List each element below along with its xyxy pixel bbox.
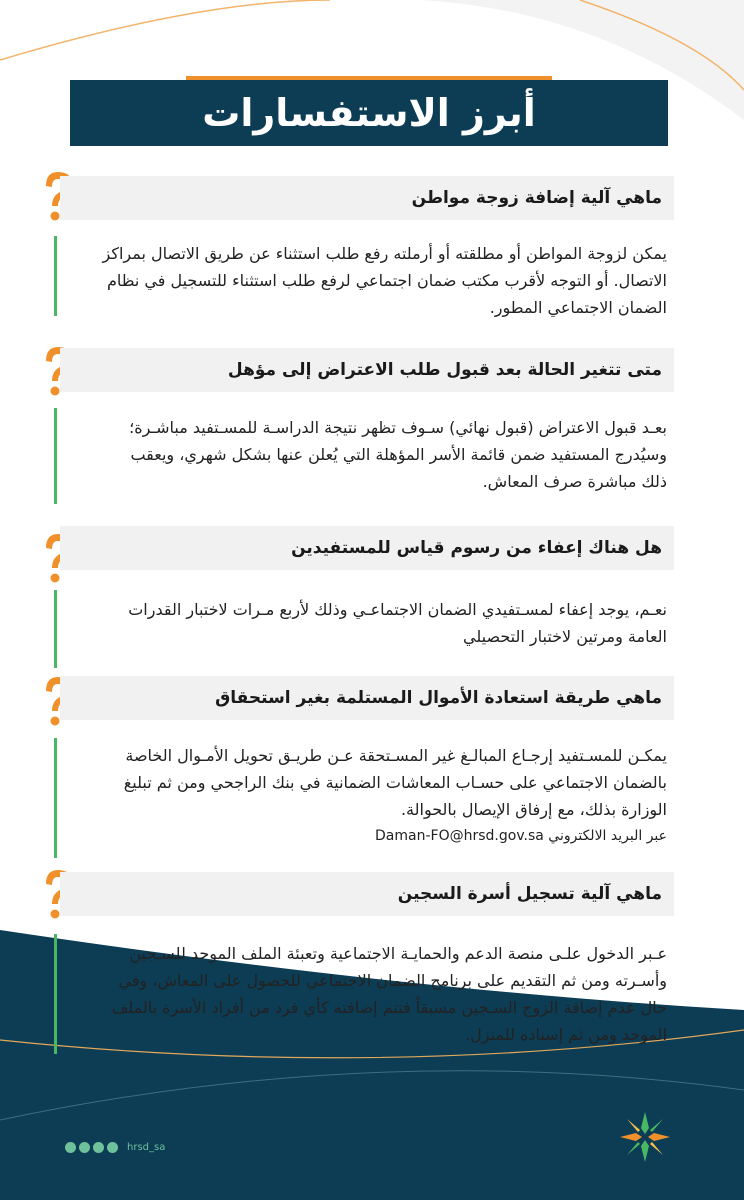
social-handle: hrsd_sa bbox=[127, 1142, 166, 1153]
faq-question-4 bbox=[60, 676, 674, 720]
faq-question-5 bbox=[60, 872, 674, 916]
email-prefix: عبر البريد الالكتروني bbox=[548, 828, 667, 844]
answer-line: ذلك مباشرة صرف المعاش. bbox=[482, 472, 667, 491]
answer-line: يمكن لزوجة المواطن أو مطلقته أو أرملته رفع طلب استثناء عن طريق الاتصال بمراكز bbox=[102, 244, 667, 263]
facebook-icon[interactable] bbox=[93, 1142, 104, 1153]
answer-line: الوزارة بذلك، مع إرفاق الإيصال بالحوالة. bbox=[400, 800, 667, 819]
answer-line: الضمان الاجتماعي المطور. bbox=[489, 298, 667, 317]
faq-answer-1 bbox=[55, 240, 667, 330]
email-line bbox=[69, 823, 667, 850]
title-banner bbox=[70, 80, 668, 146]
faq-question-3 bbox=[60, 526, 674, 570]
answer-line: بعـد قبول الاعتراض (قبول نهائي) سـوف تظهر نتيجة الدراسـة للمسـتفيد مباشـرة؛ bbox=[129, 418, 667, 437]
faq-question-text: ماهي آلية تسجيل أسرة السجين bbox=[397, 884, 662, 904]
faq-question-text: متى تتغير الحالة بعد قبول طلب الاعتراض إلى مؤهل bbox=[227, 360, 662, 380]
answer-line: وأسـرته ومن ثم التقديم على برنامج الضمان الاجتماعي للحصول على المعاش، وفي bbox=[118, 971, 667, 990]
answer-line: عـبر الدخول علـى منصة الدعم والحمايـة الاجتماعية وتعبئة الملف الموحد للسـجين bbox=[129, 944, 667, 963]
faq-question-text: ماهي طريقة استعادة الأموال المستلمة بغير استحقاق bbox=[215, 688, 662, 708]
faq-answer-5 bbox=[55, 940, 667, 1052]
email-link[interactable]: Daman-FO@hrsd.gov.sa bbox=[375, 828, 544, 844]
faq-question-text: ماهي آلية إضافة زوجة مواطن bbox=[411, 188, 662, 208]
answer-line: يمكـن للمسـتفيد إرجـاع المبالـغ غير المسـتحقة عـن طريـق تحويل الأمـوال الخاصة bbox=[125, 746, 667, 765]
answer-line: الموحد ومن ثم إسناده للمنزل. bbox=[465, 1025, 667, 1044]
faq-answer-4 bbox=[55, 742, 667, 857]
page-title: أبرز الاستفسارات bbox=[202, 91, 536, 135]
twitter-icon[interactable] bbox=[65, 1142, 76, 1153]
instagram-icon[interactable] bbox=[107, 1142, 118, 1153]
faq-answer-2 bbox=[55, 414, 667, 504]
answer-line: بالضمان الاجتماعي على حسـاب المعاشات الضمانية في بنك الراجحي ومن ثم تبليغ bbox=[123, 773, 667, 792]
answer-line: وسيُدرج المستفيد ضمن قائمة الأسر المؤهلة التي يُعلن عنها بشكل شهري، ويعقب bbox=[130, 445, 667, 464]
faq-question-text: هل هناك إعفاء من رسوم قياس للمستفيدين bbox=[291, 538, 662, 558]
answer-line: نعـم، يوجد إعفاء لمسـتفيدي الضمان الاجتماعـي وذلك لأربع مـرات لاختبار القدرات bbox=[128, 600, 667, 619]
ministry-logo-icon bbox=[616, 1108, 674, 1166]
answer-line: العامة ومرتين لاختبار التحصيلي bbox=[463, 627, 667, 646]
answer-line: حال عدم إضافة الزوج السـجين مسبقاً فتتم إضافته كأي فرد من أفراد الأسرة بالملف bbox=[111, 998, 667, 1017]
faq-question-1 bbox=[60, 176, 674, 220]
youtube-icon[interactable] bbox=[79, 1142, 90, 1153]
social-links bbox=[65, 1142, 165, 1153]
answer-line: الاتصال. أو التوجه لأقرب مكتب ضمان اجتماعي لرفع طلب استثناء للتسجيل في نظام bbox=[106, 271, 667, 290]
faq-answer-3 bbox=[55, 596, 667, 656]
faq-question-2 bbox=[60, 348, 674, 392]
